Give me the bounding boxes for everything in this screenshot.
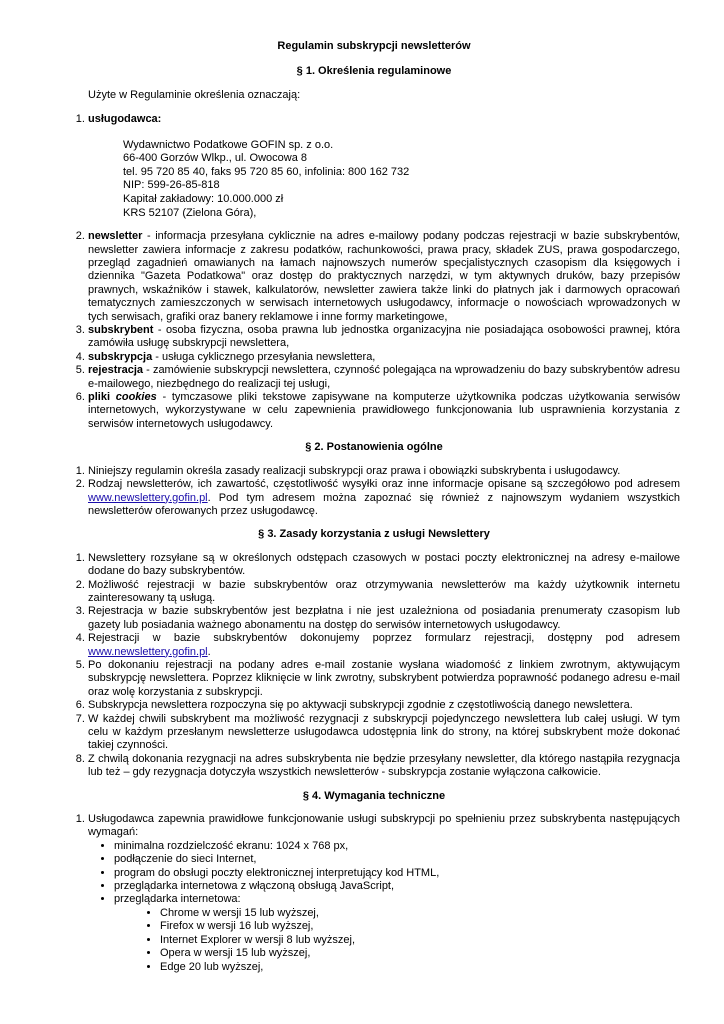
requirement-item	[114, 893, 680, 973]
definitions-list	[68, 113, 680, 431]
term-subskrypcja: subskrypcja	[88, 350, 153, 363]
section-3-heading: § 3. Zasady korzystania z usługi Newslettery	[258, 528, 490, 541]
term-subskrybent: subskrybent	[88, 324, 154, 337]
section-4-list	[68, 813, 680, 974]
browser-item: • Chrome w wersji 15 lub wyższej,	[160, 907, 680, 920]
section-2-list	[68, 465, 680, 519]
browser-item: • Firefox w wersji 16 lub wyższej,	[160, 920, 680, 933]
section-2-heading: § 2. Postanowienia ogólne	[305, 441, 443, 454]
address-line: NIP: 599-26-85-818	[123, 179, 220, 192]
list-item	[88, 813, 680, 974]
requirements-list	[88, 840, 680, 974]
address-line: tel. 95 720 85 40, faks 95 720 85 60, infolinia: 800 162 732	[123, 165, 410, 178]
document-page	[68, 40, 680, 974]
company-address	[123, 139, 680, 221]
list-item: 2. Możliwość rejestracji w bazie subskrybentów oraz otrzymywania newsletterów ma każdy użytkownik internetu zainteresowany tą usługą.	[88, 579, 680, 606]
definition-text: - tymczasowe pliki tekstowe zapisywane na komputerze użytkownika podczas użytkowania serwisów internetowych, wykorzystywane w celu zapewnienia prawidłowego funkcjonowania lub usprawnienia korzystania z serwisów internetowych usługodawcy.	[88, 391, 680, 430]
term-newsletter: newsletter	[88, 230, 143, 243]
requirement-item: • przeglądarka internetowa z włączoną obsługą JavaScript,	[114, 880, 680, 893]
paragraph-text: .	[207, 645, 211, 658]
definition-text: - usługa cyklicznego przesyłania newslettera,	[152, 350, 376, 363]
list-item	[88, 324, 680, 351]
term-pliki: pliki	[88, 391, 111, 404]
requirement-text: przeglądarka internetowa:	[114, 893, 241, 906]
requirement-item: • podłączenie do sieci Internet,	[114, 853, 680, 866]
term-rejestracja: rejestracja	[88, 364, 144, 377]
paragraph-text: Rodzaj newsletterów, ich zawartość, częstotliwość wysyłki oraz inne informacje opisane są szczegółowo pod adresem	[88, 478, 680, 491]
list-item	[88, 391, 680, 431]
list-item	[88, 230, 680, 324]
address-line: KRS 52107 (Zielona Góra),	[123, 206, 257, 219]
list-item	[88, 351, 680, 364]
definition-text: - osoba fizyczna, osoba prawna lub jednostka organizacyjna nie posiadająca osobowości prawnej, która zamówiła usługę subskrypcji newslettera,	[88, 324, 680, 350]
term-cookies: cookies	[115, 391, 157, 404]
browsers-list	[114, 907, 680, 974]
list-item: 1. Newslettery rozsyłane są w określonych odstępach czasowych w postaci poczty elektronicznej na adresy e-mailowe dodane do bazy subskrybentów.	[88, 552, 680, 579]
paragraph-text: . Pod tym adresem można zapoznać się również z najnowszym wydaniem wszystkich newsletterów oferowanych przez usługodawcę.	[88, 491, 680, 517]
section-4-heading: § 4. Wymagania techniczne	[302, 789, 446, 802]
list-item: 5. Po dokonaniu rejestracji na podany adres e-mail zostanie wysłana wiadomość z linkiem zwrotnym, aktywującym subskrypcję newslettera. Poprzez kliknięcie w link zwrotny, subskrybent potwierdza poprawność podanego adresu e-mail oraz wolę korzystania z subskrypcji.	[88, 659, 680, 699]
paragraph-text: Usługodawca zapewnia prawidłowe funkcjonowanie usługi subskrypcji po spełnieniu przez subskrybenta następujących wymagań:	[88, 813, 680, 839]
term-uslugodawca: usługodawca:	[88, 113, 162, 126]
address-line: Wydawnictwo Podatkowe GOFIN sp. z o.o.	[123, 138, 334, 151]
list-item: 1. Niniejszy regulamin określa zasady realizacji subskrypcji oraz prawa i obowiązki subskrybenta i usługodawcy.	[88, 465, 680, 478]
definition-text: - informacja przesyłana cyklicznie na adres e-mailowy podany podczas rejestracji w bazie subskrybentów, newsletter zawiera informacje z zakresu podatków, rachunkowości, prawa pracy, składek ZUS, prawa gospodarczego, przegląd zagadnień omawianych na łamach najnowszych numerów specjalistycznych czasopism dla księgowych i dziennika "Gazeta Podatkowa" oraz dostęp do praktycznych narzędzi, w tym aktywnych druków, bazy przepisów prawnych, wskaźników i stawek, kalkulatorów, newsletter zawiera także linki do płatnych jak i darmowych opracowań tematycznych zamieszczonych w serwisach internetowych usługodawcy, informacje o nowościach wprowadzonych w tych serwisach, grafiki oraz banery reklamowe i inne formy marketingowe,	[88, 230, 680, 323]
section-1-intro: Użyte w Regulaminie określenia oznaczają:	[88, 88, 301, 101]
section-1-heading: § 1. Określenia regulaminowe	[296, 65, 452, 78]
requirement-item: • program do obsługi poczty elektronicznej interpretujący kod HTML,	[114, 867, 680, 880]
paragraph-text: Rejestracji w bazie subskrybentów dokonujemy poprzez formularz rejestracji, dostępny pod adresem	[88, 632, 680, 645]
section-3-list	[68, 552, 680, 780]
browser-item: • Internet Explorer w wersji 8 lub wyższej,	[160, 934, 680, 947]
definition-text: - zamówienie subskrypcji newslettera, czynność polegająca na wprowadzeniu do bazy subskrybentów adresu e-mailowego, niezbędnego do realizacji tej usługi,	[88, 364, 680, 390]
list-item	[88, 478, 680, 518]
list-item: 8. Z chwilą dokonania rezygnacji na adres subskrybenta nie będzie przesyłany newsletter, dla którego nastąpiła rezygnacja lub też – gdy rezygnacja dotyczyła wszystkich newsletterów - subskrypcja zostanie wyłączona całkowicie.	[88, 753, 680, 780]
browser-item: • Opera w wersji 15 lub wyższej,	[160, 947, 680, 960]
document-title: Regulamin subskrypcji newsletterów	[277, 40, 471, 52]
requirement-item: • minimalna rozdzielczość ekranu: 1024 x 768 px,	[114, 840, 680, 853]
list-item: 7. W każdej chwili subskrybent ma możliwość rezygnacji z subskrypcji pojedynczego newslettera lub całej usługi. W tym celu w każdym przesłanym newsletterze usługodawca udostępnia link do strony, na której subskrybent może dokonać takiej czynności.	[88, 713, 680, 753]
browser-item: • Edge 20 lub wyższej,	[160, 961, 680, 974]
address-line: Kapitał zakładowy: 10.000.000 zł	[123, 193, 284, 205]
registration-link[interactable]: www.newslettery.gofin.pl	[88, 645, 208, 658]
list-item	[88, 632, 680, 659]
list-item: 6. Subskrypcja newslettera rozpoczyna się po aktywacji subskrypcji zgodnie z częstotliwością danego newslettera.	[88, 699, 680, 712]
list-item: 3. Rejestracja w bazie subskrybentów jest bezpłatna i nie jest uzależniona od posiadania prenumeraty czasopism lub gazety lub posiadania ważnego abonamentu na dostęp do serwisów internetowych usługodawcy.	[88, 605, 680, 632]
newslettery-link[interactable]: www.newslettery.gofin.pl	[88, 491, 208, 504]
list-item	[88, 113, 680, 220]
list-item	[88, 364, 680, 391]
address-line: 66-400 Gorzów Wlkp., ul. Owocowa 8	[123, 152, 308, 165]
